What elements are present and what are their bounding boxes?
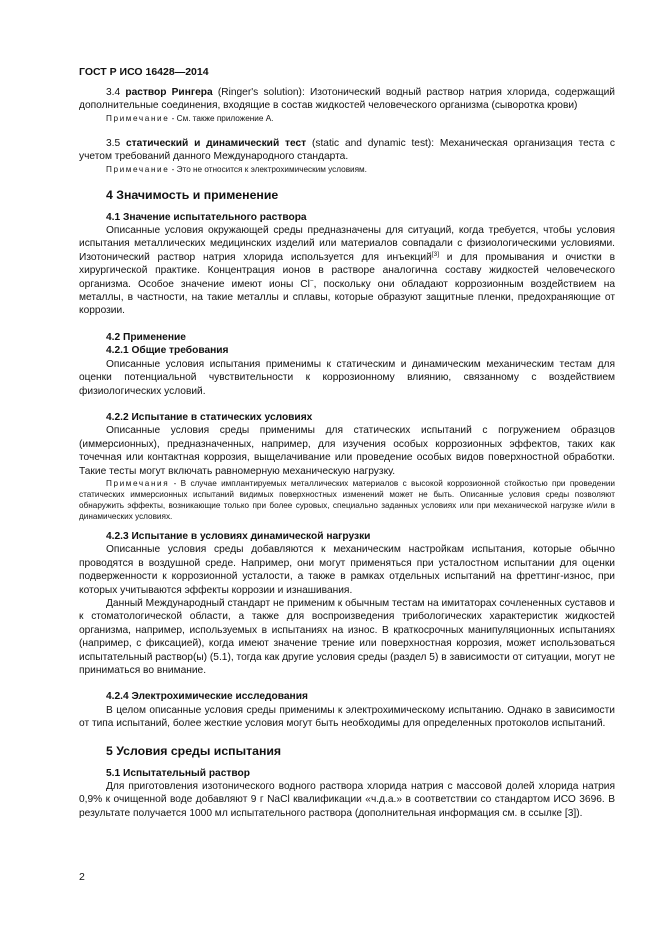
note-text: - В случае имплантируемых металлических материалов с высокой коррозионной стойкостью при проведении статических иммерсионных испытаний видимых поверхностных изменений может не быть. Описанные условия среды позволяют обнаружить эффекты, возникающие только при более суровых, специально заданных условиях или при механической нагрузке и/или в динамических условиях. bbox=[79, 478, 615, 521]
reference-superscript: [3] bbox=[431, 250, 440, 258]
section-4-2-2-text: Описанные условия среды применимы для статических испытаний с погружением образцов (иммерсионных), предназначенных, например, для изучения особых коррозионных эффектов, таких как точечная или контактная коррозия, выщелачивание или проведение особых видов поверхностной обработки. Такие тесты могут включать равномерную механическую нагрузку. bbox=[79, 425, 615, 477]
section-4-2-heading: 4.2 Применение bbox=[106, 331, 186, 343]
definition-3-5 bbox=[79, 137, 615, 164]
section-4-1-heading: 4.1 Значение испытательного раствора bbox=[106, 211, 307, 223]
definition-number: 3.5 bbox=[106, 137, 126, 149]
section-5-heading: 5 Условия среды испытания bbox=[106, 743, 282, 758]
section-4-heading: 4 Значимость и применение bbox=[106, 187, 279, 202]
note-label: Примечания bbox=[106, 478, 170, 488]
text-part: , поскольку они обладают коррозионным воздействием на металлы, в частности, на такие металлы и сплавы, которые образуют защитные пленки, предохраняющие от коррозии. bbox=[79, 278, 615, 317]
section-4-2-2-note bbox=[79, 478, 615, 522]
section-4-2-1-text: Описанные условия испытания применимы к статическим и динамическим механическим тестам для оценки потенциальной чувствительности к коррозионному влиянию, связанному с воздействием физиологических условий. bbox=[79, 358, 615, 397]
definition-term: раствор Рингера bbox=[125, 87, 213, 98]
note-text: - См. также приложение А. bbox=[169, 113, 274, 123]
section-4-1-text bbox=[79, 224, 615, 318]
ion-charge-superscript: − bbox=[309, 277, 314, 285]
text-part: и для промывания и очистки в хирургической практике. Концентрация ионов в растворе аналогична составу жидкостей человеческого организма. Особое значение имеют ионы Cl bbox=[79, 251, 615, 290]
definition-number: 3.4 bbox=[106, 87, 126, 98]
section-4-2-4-text: В целом описанные условия среды применимы к электрохимическому испытанию. Однако в зависимости от типа испытаний, более жесткие условия могут быть необходимы для определенных протоколов испытаний. bbox=[79, 704, 615, 730]
section-4-2-1-heading: 4.2.1 Общие требования bbox=[106, 345, 229, 357]
note-3-4 bbox=[79, 113, 615, 124]
section-4-2-3-text-2: Данный Международный стандарт не применим к обычным тестам на имитаторах сочлененных суставов и к стоматологической области, а также для воспроизведения трибологических характеристик жидкостей организма, например, используемых в испытаниях на износ. В краткосрочных манипуляционных испытаниях (например, с фиксацией), когда имеют значение трение или поверхностная коррозия, может использоваться испытательный раствор(ы) (5.1), тогда как другие условия среды (раздел 5) в зависимости от ситуации, могут не приниматься во внимание. bbox=[79, 597, 615, 676]
definition-text: (Ringer's solution): Изотонический водный раствор натрия хлорида, содержащий дополнительные соединения, входящие в состав жидкостей человеческого организма (сыворотка крови) bbox=[79, 87, 615, 112]
section-5-1-heading: 5.1 Испытательный раствор bbox=[106, 767, 250, 779]
note-3-5 bbox=[79, 164, 615, 175]
section-4-2-3-text-1: Описанные условия среды добавляются к механическим настройкам испытания, которые обычно проводятся в воздушной среде. Например, они могут применяться при усталостном испытании для оценки подверженности к коррозионной усталости, а также в рамках отдельных испытаний на фреттинг-износ, при которых учитываются эффекты коррозии и изнашивания. bbox=[79, 544, 615, 596]
text-part: Описанные условия окружающей среды предназначены для ситуаций, когда требуется, чтобы условия испытания металлических медицинских изделий или материалов совпадали с физиологическими условиями. Изотонический раствор натрия хлорида используется для инъекций bbox=[79, 225, 615, 263]
page-number: 2 bbox=[79, 871, 85, 883]
note-label: Примечание bbox=[106, 164, 170, 174]
definition-text: (static and dynamic test): Механическая организация теста с учетом требований данного Международного стандарта. bbox=[79, 137, 616, 163]
section-4-2-4-heading: 4.2.4 Электрохимические исследования bbox=[106, 691, 308, 703]
note-label: Примечание bbox=[106, 113, 170, 123]
section-5-1-text: Для приготовления изотонического водного раствора хлорида натрия с массовой долей хлорида натрия 0,9% к очищенной воде добавляют 9 г NaCl квалификации «ч.д.а.» в соответствии со стандартом ИСО 3696. В результате получается 1000 мл испытательного раствора (дополнительная информация см. в ссылке [3]). bbox=[79, 781, 615, 819]
page-content bbox=[79, 86, 615, 820]
document-header: ГОСТ Р ИСО 16428—2014 bbox=[79, 66, 209, 78]
section-4-2-2-heading: 4.2.2 Испытание в статических условиях bbox=[106, 411, 313, 423]
definition-term: статический и динамический тест bbox=[125, 137, 307, 149]
note-text: - Это не относится к электрохимическим условиям. bbox=[169, 164, 367, 174]
section-4-2-3-heading: 4.2.3 Испытание в условиях динамической нагрузки bbox=[106, 530, 371, 542]
definition-3-4 bbox=[79, 86, 615, 113]
